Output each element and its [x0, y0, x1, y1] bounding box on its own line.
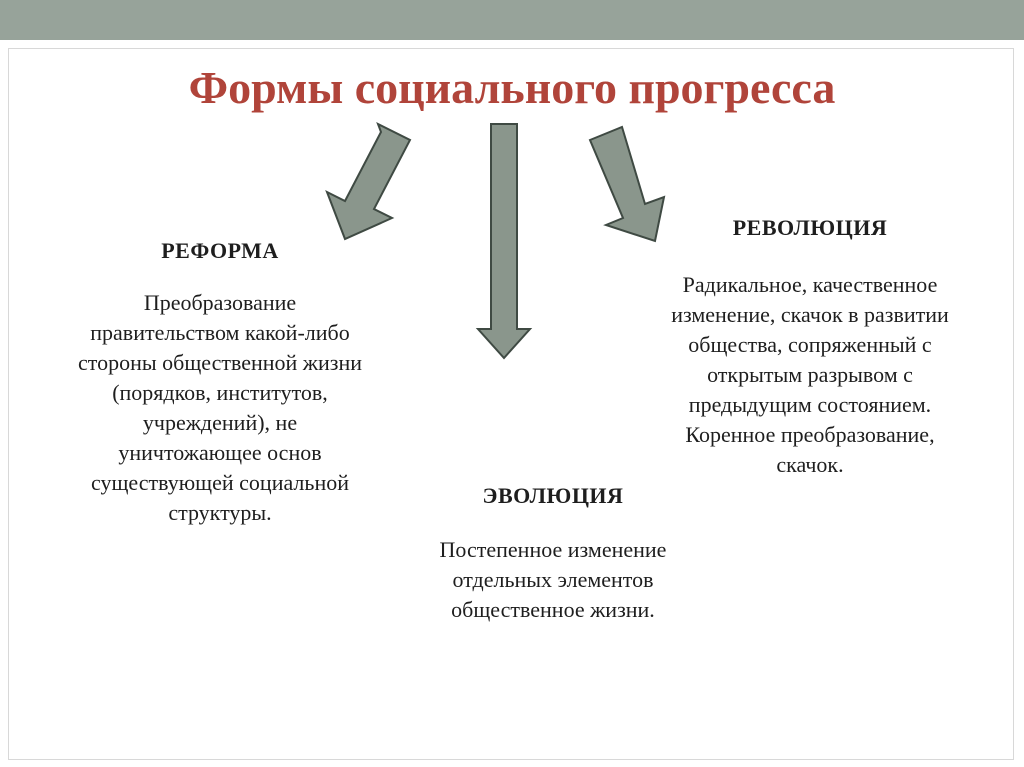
evolution-description: Постепенное изменение отдельных элементов общественное жизни. — [439, 537, 667, 622]
arrow-to-revolution — [590, 127, 664, 241]
evolution-heading: ЭВОЛЮЦИЯ — [482, 483, 624, 508]
slide-title: Формы социального прогресса — [188, 62, 836, 113]
arrow-to-evolution — [478, 124, 530, 358]
reform-description: Преобразование правительством какой-либо стороны общественной жизни (порядков, институтов, учреждений), не уничтожающее основ существующей социальной структуры. — [77, 290, 363, 525]
arrow-to-reform — [327, 124, 410, 239]
revolution-heading: РЕВОЛЮЦИЯ — [732, 215, 888, 240]
revolution-description: Радикальное, качественное изменение, скачок в развитии общества, сопряженный с открытым разрывом с предыдущим состоянием. Коренное преобразование, скачок. — [671, 272, 949, 477]
reform-heading: РЕФОРМА — [161, 238, 279, 263]
